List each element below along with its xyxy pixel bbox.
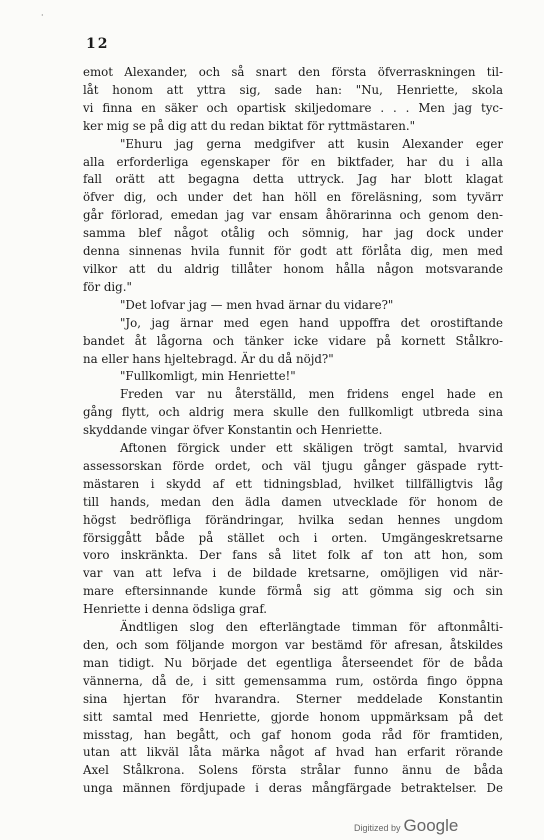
text-line: låt honom att yttra sig, sade han: "Nu, Henriette, skola xyxy=(83,82,503,97)
text-line: vi finna en säker och opartisk skiljedomare . . . Men jag tyc- xyxy=(83,100,503,115)
corner-mark: · xyxy=(41,11,44,20)
text-line: går förlorad, emedan jag var ensam åhörarinna och genom den- xyxy=(83,208,503,223)
text-line: den, och som följande morgon var bestämd för afresan, åtskildes xyxy=(83,638,503,652)
text-line: "Fullkomligt, min Henriette!" xyxy=(120,369,296,384)
text-line: skyddande vingar öfver Konstantin och Henriette. xyxy=(83,423,383,438)
text-line: bandet åt lågorna och tänker icke vidare på kornett Stålkro- xyxy=(83,333,503,348)
page-number: 12 xyxy=(86,36,110,52)
text-line: öfver dig, och under det han höll en föreläsning, som tyvärr xyxy=(83,190,503,205)
google-logo: Google xyxy=(403,816,459,835)
text-line: fall orätt att begagna detta uttryck. Jag har blott klagat xyxy=(83,172,503,187)
text-line: gång flytt, och aldrig mera skulle den fullkomligt utbreda sina xyxy=(83,405,503,420)
text-line: högst bedröfliga förändringar, hvilka sedan hennes ungdom xyxy=(83,512,503,527)
body-text xyxy=(83,64,503,798)
text-line: samma blef något otålig och sömnig, har jag dock under xyxy=(83,226,503,241)
digitized-prefix: Digitized by xyxy=(354,823,401,833)
text-line: Henriette i denna ödsliga graf. xyxy=(83,602,268,617)
text-line: ker mig se på dig att du redan biktat för ryttmästaren." xyxy=(83,118,416,133)
text-line: "Jo, jag ärnar med egen hand uppoffra det orostiftande xyxy=(120,315,503,330)
text-line: mare eftersinnande kunde förmå sig att gömma sig och sin xyxy=(83,584,503,599)
text-line: alla erforderliga egenskaper för en biktfader, har du i alla xyxy=(83,154,503,169)
text-line: unga männen fördjupade i deras mångfärgade betraktelser. De xyxy=(83,781,503,796)
text-line: na eller hans hjeltebragd. Är du då nöjd?" xyxy=(83,351,334,366)
text-line: sina hjertan för hvarandra. Sterner meddelade Konstantin xyxy=(83,691,503,706)
text-line: vilkor att du aldrig tillåter honom hålla någon motsvarande xyxy=(83,261,503,276)
text-line: till hands, medan den ädla damen utvecklade för honom de xyxy=(83,494,503,509)
text-line: var van att lefva i de bildade kretsarne, omöjligen vid när- xyxy=(83,566,503,581)
text-line: Freden var nu återställd, men fridens engel hade en xyxy=(120,387,503,402)
text-line: Ändtligen slog den efterlängtade timman för aftonmålti- xyxy=(120,620,503,635)
text-line: denna sinnenas hvila funnit för godt att förlåta dig, men med xyxy=(83,244,503,259)
text-line: man tidigt. Nu började det egentliga återseendet för de båda xyxy=(83,655,503,670)
text-line: Axel Stålkrona. Solens första strålar funno ännu de båda xyxy=(83,763,503,778)
text-line: emot Alexander, och så snart den första öfverraskningen til- xyxy=(83,65,503,79)
text-line: för dig." xyxy=(83,279,132,294)
text-line: sitt samtal med Henriette, gjorde honom uppmärksam på det xyxy=(83,709,503,724)
text-line: utan att likväl låta märka något af hvad han erfarit rörande xyxy=(83,745,503,760)
digitized-watermark xyxy=(354,816,458,836)
text-line: vännerna, då de, i sitt gemensamma rum, ostörda fingo öppna xyxy=(83,673,503,688)
text-line: voro inskränkta. Der fans så litet folk af ton att hon, som xyxy=(83,548,503,563)
text-line: "Det lofvar jag — men hvad ärnar du vidare?" xyxy=(120,297,394,312)
text-line: försiggått både på stället och i orten. Umgängeskretsarne xyxy=(83,530,503,545)
text-line: Aftonen förgick under ett skäligen trögt samtal, hvarvid xyxy=(120,441,503,456)
text-line: misstag, han begått, och gaf honom goda råd för framtiden, xyxy=(83,727,503,742)
text-line: assessorskan förde ordet, och väl tjugu gånger gäspade rytt- xyxy=(83,458,503,473)
text-line: "Ehuru jag gerna medgifver att kusin Alexander eger xyxy=(120,136,503,151)
text-line: mästaren i skydd af ett tidningsblad, hvilket tillfälligtvis låg xyxy=(83,476,503,491)
